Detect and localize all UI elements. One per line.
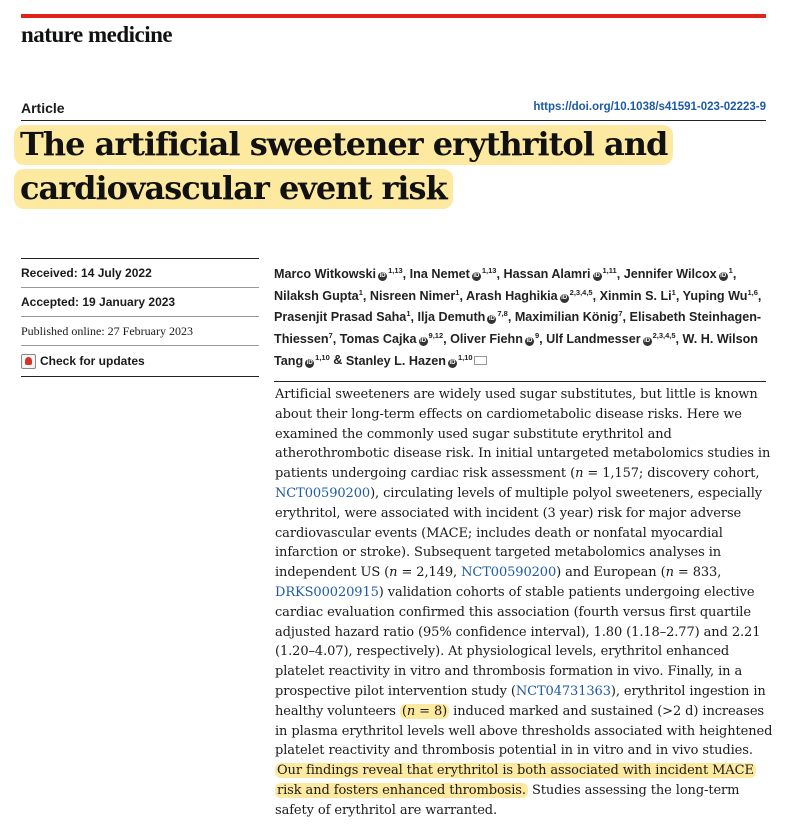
author[interactable] — [683, 289, 758, 303]
author-name: Ulf Landmesser — [546, 331, 641, 346]
author[interactable] — [274, 310, 410, 324]
author-affiliations: 2,3,4,5 — [569, 287, 593, 297]
orcid-icon[interactable]: iD — [473, 273, 480, 280]
author[interactable] — [410, 267, 497, 281]
orcid-icon[interactable]: iD — [449, 359, 456, 366]
orcid-icon[interactable]: iD — [720, 273, 727, 280]
author[interactable] — [600, 289, 676, 303]
author-name: Yuping Wu — [682, 288, 748, 303]
author[interactable] — [274, 267, 403, 281]
author-name: Oliver Fiehn — [450, 331, 523, 346]
author[interactable] — [624, 267, 733, 281]
author-affiliations: 9,12 — [428, 330, 444, 340]
author-name: Stanley L. Hazen — [345, 353, 446, 368]
author-affiliations: 1,10 — [457, 352, 473, 362]
author-name: Ina Nemet — [409, 267, 470, 282]
author-name: Marco Witkowski — [274, 267, 377, 282]
author-affiliations: 1,6 — [747, 287, 758, 297]
author-affiliations: 1,10 — [315, 352, 330, 362]
author-affiliations: 1,13 — [388, 266, 403, 275]
author-name: W. H. Wilson Tang — [274, 331, 758, 368]
orcid-icon[interactable]: iD — [306, 359, 313, 366]
check-updates-button[interactable] — [21, 345, 259, 377]
trial-link[interactable]: NCT00590200 — [275, 485, 371, 501]
doi-link[interactable]: https://doi.org/10.1038/s41591-023-02223-9 — [533, 101, 766, 113]
highlight-findings: Our findings reveal that erythritol is both associated with incident MACE risk and fosters enhanced thrombosis. — [277, 763, 754, 798]
journal-name[interactable]: nature medicine — [21, 22, 173, 47]
author-affiliations: 1,11 — [602, 266, 617, 275]
author[interactable] — [346, 354, 487, 368]
orcid-icon[interactable]: iD — [488, 316, 495, 323]
check-updates-label: Check for updates — [40, 354, 145, 368]
trial-link[interactable]: NCT04731363 — [515, 683, 611, 699]
author-affiliations: 1 — [358, 287, 363, 297]
author-name: Prasenjit Prasad Saha — [274, 310, 407, 325]
author-affiliations: 1 — [455, 287, 460, 297]
author[interactable] — [417, 310, 507, 324]
accepted-date: Accepted: 19 January 2023 — [21, 287, 259, 316]
author-name: Nilaksh Gupta — [274, 288, 359, 303]
author[interactable] — [370, 289, 460, 303]
abstract-divider — [274, 381, 766, 382]
orcid-icon[interactable]: iD — [379, 273, 386, 280]
author-affiliations: 7,8 — [497, 309, 508, 319]
author-affiliations: 2,3,4,5 — [652, 330, 676, 340]
orcid-icon[interactable]: iD — [644, 337, 651, 344]
author-affiliations: 7 — [328, 330, 333, 340]
author-name: Xinmin S. Li — [599, 288, 672, 303]
journal-accent-bar — [21, 14, 766, 18]
author-affiliations: 1 — [671, 287, 676, 297]
author[interactable] — [274, 289, 363, 303]
trial-link[interactable]: NCT00590200 — [461, 565, 557, 581]
author-name: Tomas Cajka — [339, 331, 417, 346]
published-date: Published online: 27 February 2023 — [21, 316, 259, 345]
orcid-icon[interactable]: iD — [526, 337, 533, 344]
received-date: Received: 14 July 2022 — [21, 258, 259, 287]
email-icon[interactable] — [474, 356, 487, 365]
author[interactable] — [450, 332, 539, 346]
author-name: Jennifer Wilcox — [623, 267, 717, 282]
author[interactable] — [503, 267, 616, 281]
author-affiliations: 1 — [728, 266, 733, 275]
author-affiliations: 7 — [618, 309, 623, 319]
highlight-sample-size: (n = 8) — [401, 703, 448, 719]
article-history — [21, 258, 259, 377]
author-name: Hassan Alamri — [503, 267, 591, 282]
author-affiliations: 1 — [406, 309, 411, 319]
author[interactable] — [340, 332, 443, 346]
author[interactable] — [466, 289, 593, 303]
orcid-icon[interactable]: iD — [420, 337, 427, 344]
trial-link[interactable]: DRKS00020915 — [275, 584, 379, 600]
author[interactable] — [546, 332, 675, 346]
author-name: Arash Haghikia — [465, 288, 558, 303]
author-list: Marco Witkowski iD$^{1,13}$, Ina Nemet iD$^{1,13}$, Hassan Alamri iD$^{1,11}$, Jennifer Wilcox $iD^1$, Nilaksh Gupta$^1$, Nisreen Nimer$^1$, Arash Haghikia iD$^{2,3,4,5}$, Xinmin S. Li$^1$, Yuping Wu$^{1,6}$, Prasenjit Prasad Saha$^1$, Ilja Demuth iD$^{7,8}$, Maximilian König$^7$, Elisabeth Steinhagen-Thiessen$^7$, Tomas Cajka iD$^{9,12}$, Oliver Fiehn $iD^9$, Ulf Landmesser iD$^{2,3,4,5}$, W. H. Wilson Tang iD$^{1,10}$ & Stanley L. Hazen iD$^{1,10}$ — [274, 266, 762, 368]
article-title-text: The artificial sweetener erythritol and cardiovascular event risk — [14, 125, 673, 209]
author-affiliations: 1,13 — [481, 266, 497, 275]
author-affiliations: 9 — [534, 330, 540, 340]
header-divider — [21, 120, 766, 121]
check-updates-icon — [21, 354, 36, 369]
article-type-label: Article — [21, 100, 65, 116]
author-name: Elisabeth Steinhagen-Thiessen — [274, 310, 762, 346]
orcid-icon[interactable]: iD — [561, 294, 568, 301]
article-title — [14, 122, 774, 210]
orcid-icon[interactable]: iD — [594, 273, 601, 280]
author[interactable] — [515, 310, 623, 324]
author-name: Maximilian König — [514, 310, 619, 325]
author-name: Ilja Demuth — [417, 310, 486, 325]
author-name: Nisreen Nimer — [369, 288, 456, 303]
abstract: Artificial sweeteners are widely used sugar substitutes, but little is known about their long-term effects on cardiometabolic disease risks. Here we examined the commonly used sugar substitute erythritol and atherothrombotic disease risk. In initial untargeted metabolomics studies in patients undergoing cardiac risk assessment (n = 1,157; discovery cohort, NCT00590200), circulating levels of multiple polyol sweeteners, especially erythritol, were associated with incident (3 year) risk for major adverse cardiovascular events (MACE; includes death or nonfatal myocardial infarction or stroke). Subsequent targeted metabolomics analyses in independent US (n = 2,149, NCT00590200) and European (n = 833, DRKS00020915) validation cohorts of stable patients undergoing elective cardiac evaluation confirmed this association (fourth versus first quartile adjusted hazard ratio (95% confidence interval), 1.80 (1.18–2.77) and 2.21 (1.20–4.07), respectively). At physiological levels, erythritol enhanced platelet reactivity in vitro and thrombosis formation in vivo. Finally, in a prospective pilot intervention study (NCT04731363), erythritol ingestion in healthy volunteers (n = 8) induced marked and sustained (>2 d) increases in plasma erythritol levels well above thresholds associated with heightened platelet reactivity and thrombosis potential in in vitro and in vivo studies. Our findings reveal that erythritol is both associated with incident MACE risk and fosters enhanced thrombosis. Studies assessing the long-term safety of erythritol are warranted. — [275, 387, 773, 818]
